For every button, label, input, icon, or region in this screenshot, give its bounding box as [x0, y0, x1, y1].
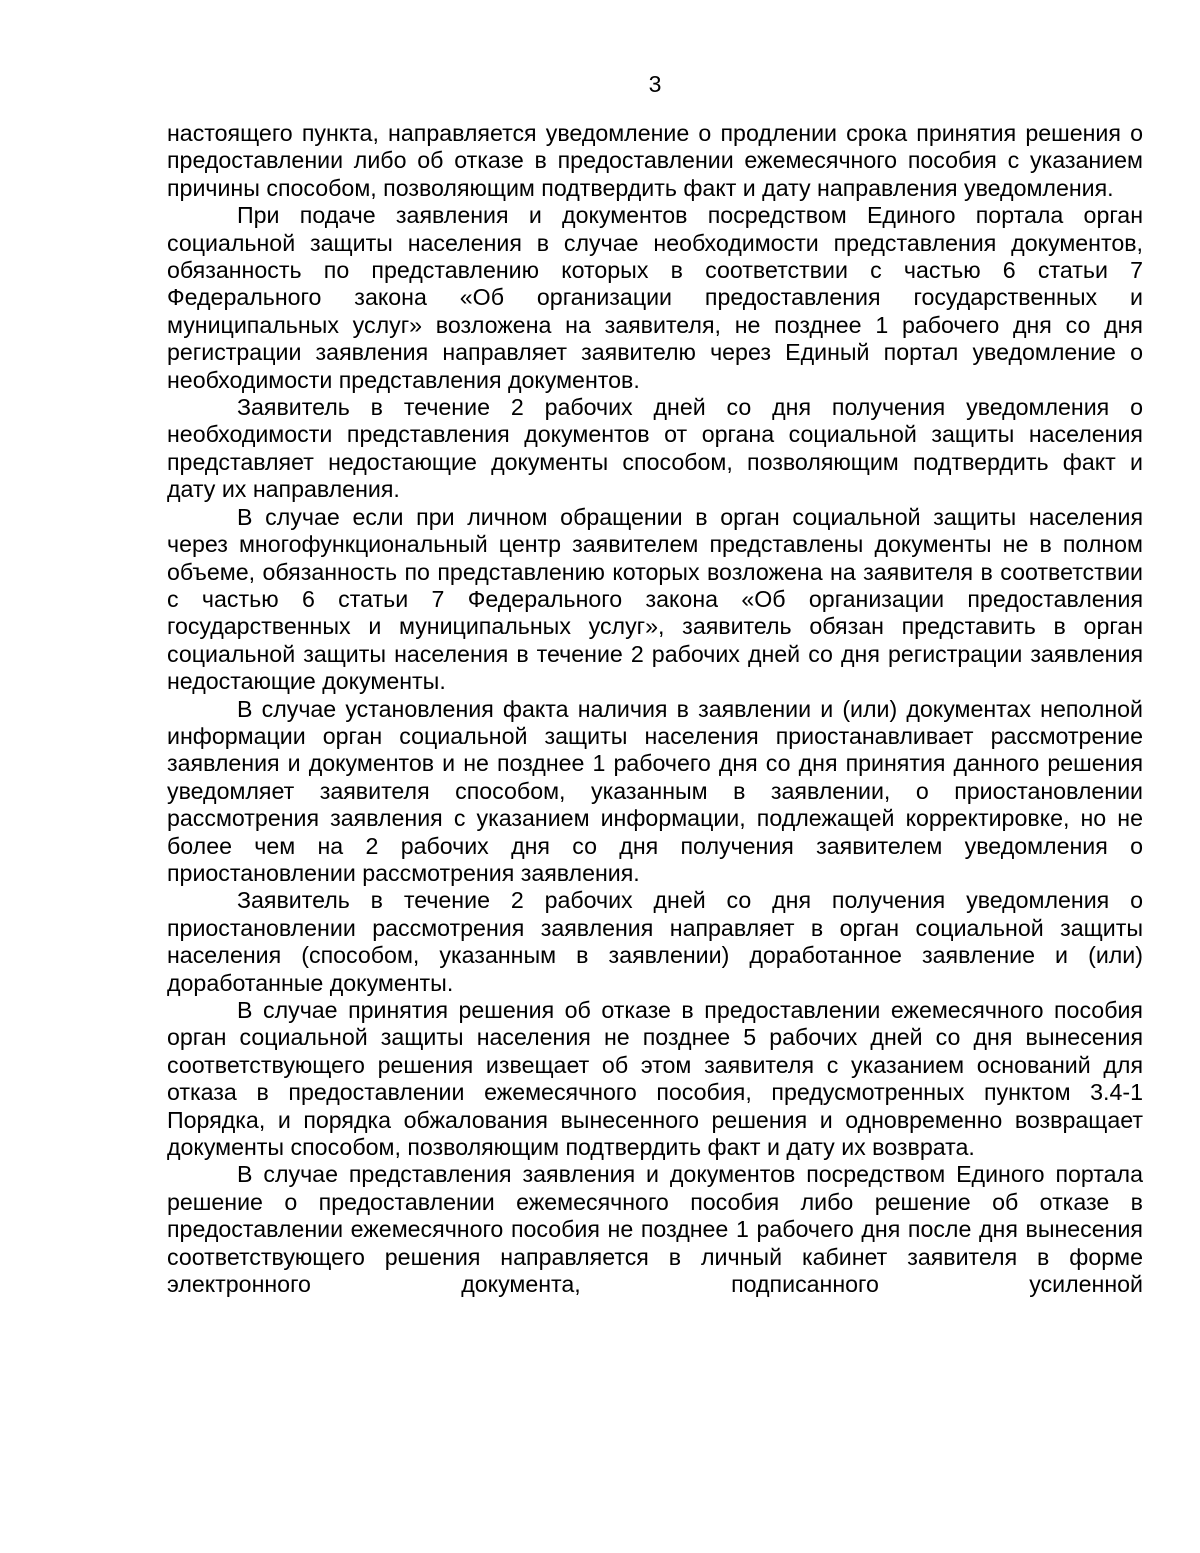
paragraph: Заявитель в течение 2 рабочих дней со дня получения уведомления о необходимости представления документов от органа социальной защиты населения представляет недостающие документы способом, позволяющим подтвердить факт и дату их направления.	[167, 394, 1143, 503]
page-number: 3	[648, 71, 662, 97]
paragraph: В случае если при личном обращении в орган социальной защиты населения через многофункциональный центр заявителем представлены документы не в полном объеме, обязанность по представлению которых возложена на заявителя в соответствии с частью 6 статьи 7 Федерального закона «Об организации предоставления государственных и муниципальных услуг», заявитель обязан представить в орган социальной защиты населения в течение 2 рабочих дней со дня регистрации заявления недостающие документы.	[167, 503, 1143, 695]
paragraph-continuation: настоящего пункта, направляется уведомление о продлении срока принятия решения о предоставлении либо об отказе в предоставлении ежемесячного пособия с указанием причины способом, позволяющим подтвердить факт и дату направления уведомления.	[167, 120, 1143, 201]
paragraph: В случае установления факта наличия в заявлении и (или) документах неполной информации орган социальной защиты населения приостанавливает рассмотрение заявления и документов и не позднее 1 рабочего дня со дня принятия данного решения уведомляет заявителя способом, указанным в заявлении, о приостановлении рассмотрения заявления с указанием информации, подлежащей корректировке, но не более чем на 2 рабочих дня со дня получения заявителем уведомления о приостановлении рассмотрения заявления.	[167, 695, 1143, 886]
paragraph: При подаче заявления и документов посредством Единого портала орган социальной защиты населения в случае необходимости представления документов, обязанность по представлению которых в соответствии с частью 6 статьи 7 Федерального закона «Об организации предоставления государственных и муниципальных услуг» возложена на заявителя, не позднее 1 рабочего дня со дня регистрации заявления направляет заявителю через Единый портал уведомление о необходимости представления документов.	[167, 202, 1143, 393]
paragraph-continues-next-page: В случае представления заявления и документов посредством Единого портала решение о предоставлении ежемесячного пособия либо решение об отказе в предоставлении ежемесячного пособия не позднее 1 рабочего дня после дня вынесения соответствующего решения направляется в личный кабинет заявителя в форме электронного документа, подписанного усиленной	[167, 1161, 1143, 1298]
paragraph: В случае принятия решения об отказе в предоставлении ежемесячного пособия орган социальной защиты населения не позднее 5 рабочих дней со дня вынесения соответствующего решения извещает об этом заявителя с указанием оснований для отказа в предоставлении ежемесячного пособия, предусмотренных пунктом 3.4-1 Порядка, и порядка обжалования вынесенного решения и одновременно возвращает документы способом, позволяющим подтвердить факт и дату их возврата.	[167, 997, 1143, 1161]
document-body	[167, 120, 1143, 1298]
paragraph: Заявитель в течение 2 рабочих дней со дня получения уведомления о приостановлении рассмотрения заявления направляет в орган социальной защиты населения (способом, указанным в заявлении) доработанное заявление и (или) доработанные документы.	[167, 887, 1143, 996]
